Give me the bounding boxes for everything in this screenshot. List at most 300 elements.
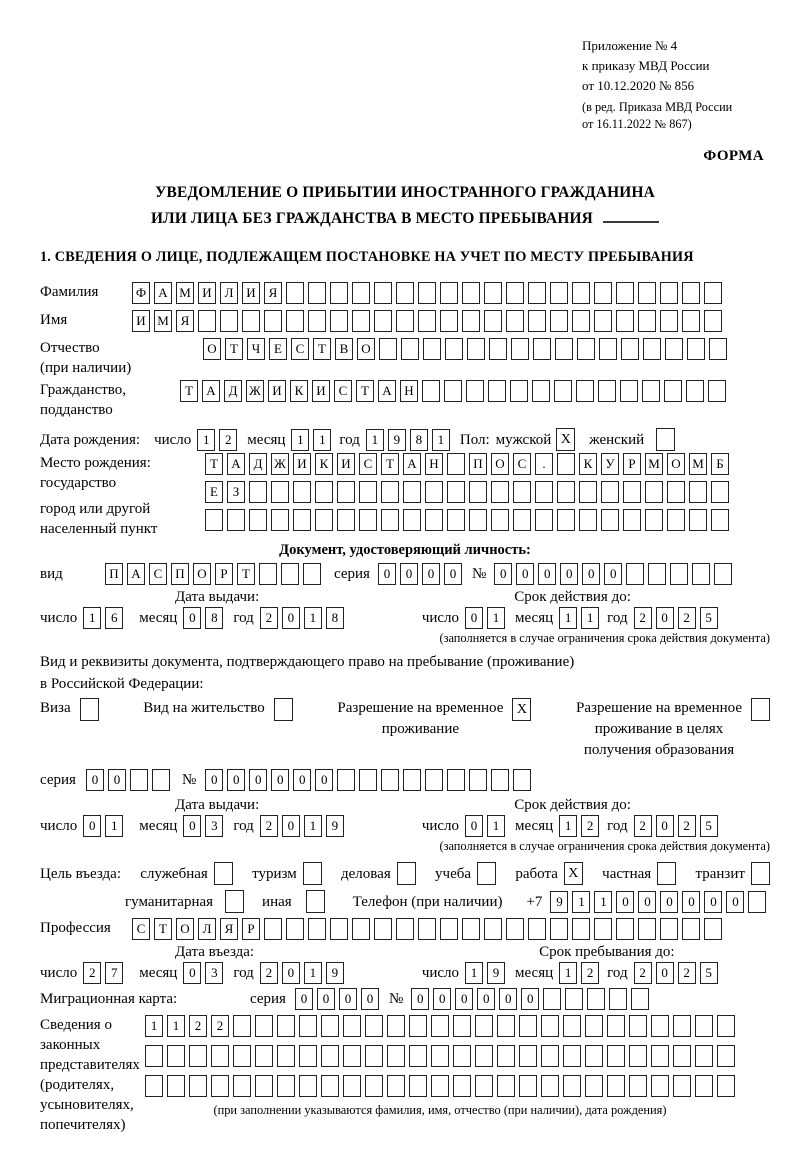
char-box[interactable]: 0	[183, 962, 201, 984]
char-box[interactable]	[303, 563, 321, 585]
char-box[interactable]: Т	[225, 338, 243, 360]
char-box[interactable]: Т	[381, 453, 399, 475]
char-box[interactable]: 0	[361, 988, 379, 1010]
char-box[interactable]	[431, 1075, 449, 1097]
char-box[interactable]	[365, 1045, 383, 1067]
char-box[interactable]: 0	[455, 988, 473, 1010]
char-box[interactable]: Д	[249, 453, 267, 475]
checkbox-business[interactable]	[397, 862, 416, 885]
edu-permit-checkbox[interactable]	[751, 698, 770, 721]
char-box[interactable]	[519, 1015, 537, 1037]
char-box[interactable]: 1	[197, 429, 215, 451]
char-box[interactable]: 1	[366, 429, 384, 451]
char-box[interactable]: О	[667, 453, 685, 475]
char-box[interactable]	[577, 338, 595, 360]
char-box[interactable]: 2	[634, 815, 652, 837]
char-box[interactable]	[695, 1015, 713, 1037]
char-box[interactable]: Ч	[247, 338, 265, 360]
char-box[interactable]	[709, 338, 727, 360]
char-box[interactable]: 0	[83, 815, 101, 837]
char-box[interactable]	[651, 1015, 669, 1037]
char-box[interactable]	[277, 1015, 295, 1037]
char-box[interactable]: С	[132, 918, 150, 940]
char-box[interactable]: 1	[559, 962, 577, 984]
char-box[interactable]	[469, 769, 487, 791]
char-box[interactable]	[462, 282, 480, 304]
char-box[interactable]: Т	[154, 918, 172, 940]
char-box[interactable]	[601, 481, 619, 503]
char-box[interactable]	[535, 509, 553, 531]
char-box[interactable]	[491, 769, 509, 791]
char-box[interactable]	[271, 509, 289, 531]
char-box[interactable]	[623, 509, 641, 531]
char-box[interactable]	[447, 509, 465, 531]
char-box[interactable]: 5	[700, 962, 718, 984]
char-box[interactable]	[286, 918, 304, 940]
char-box[interactable]	[321, 1015, 339, 1037]
char-box[interactable]: Р	[215, 563, 233, 585]
char-box[interactable]: Б	[711, 453, 729, 475]
char-box[interactable]	[264, 310, 282, 332]
char-box[interactable]	[682, 310, 700, 332]
char-box[interactable]	[321, 1075, 339, 1097]
char-box[interactable]: 2	[678, 607, 696, 629]
char-box[interactable]	[475, 1015, 493, 1037]
char-box[interactable]: П	[105, 563, 123, 585]
char-box[interactable]	[462, 310, 480, 332]
char-box[interactable]: И	[198, 282, 216, 304]
char-box[interactable]: Я	[220, 918, 238, 940]
char-box[interactable]	[205, 509, 223, 531]
char-box[interactable]	[299, 1075, 317, 1097]
char-box[interactable]: 1	[487, 815, 505, 837]
char-box[interactable]: 1	[167, 1015, 185, 1037]
char-box[interactable]	[513, 481, 531, 503]
char-box[interactable]	[453, 1075, 471, 1097]
char-box[interactable]	[277, 1045, 295, 1067]
char-box[interactable]: 1	[572, 891, 590, 913]
char-box[interactable]	[445, 338, 463, 360]
char-box[interactable]	[130, 769, 148, 791]
char-box[interactable]	[403, 481, 421, 503]
char-box[interactable]	[233, 1015, 251, 1037]
char-box[interactable]: Л	[220, 282, 238, 304]
char-box[interactable]	[401, 338, 419, 360]
checkbox-study[interactable]	[477, 862, 496, 885]
char-box[interactable]: 0	[86, 769, 104, 791]
char-box[interactable]	[673, 1045, 691, 1067]
char-box[interactable]	[469, 509, 487, 531]
char-box[interactable]	[425, 481, 443, 503]
char-box[interactable]	[643, 338, 661, 360]
char-box[interactable]	[255, 1045, 273, 1067]
char-box[interactable]	[387, 1045, 405, 1067]
char-box[interactable]: 1	[581, 607, 599, 629]
char-box[interactable]	[491, 509, 509, 531]
char-box[interactable]	[293, 509, 311, 531]
char-box[interactable]	[587, 988, 605, 1010]
char-box[interactable]	[453, 1015, 471, 1037]
char-box[interactable]	[189, 1075, 207, 1097]
char-box[interactable]: 1	[432, 429, 450, 451]
char-box[interactable]	[466, 380, 484, 402]
char-box[interactable]: 8	[205, 607, 223, 629]
char-box[interactable]: О	[176, 918, 194, 940]
char-box[interactable]	[227, 509, 245, 531]
char-box[interactable]	[491, 481, 509, 503]
checkbox-tourism[interactable]	[303, 862, 322, 885]
char-box[interactable]	[594, 310, 612, 332]
checkbox-work[interactable]: X	[564, 862, 583, 885]
char-box[interactable]	[665, 338, 683, 360]
char-box[interactable]	[352, 282, 370, 304]
char-box[interactable]	[717, 1045, 735, 1067]
char-box[interactable]	[343, 1045, 361, 1067]
char-box[interactable]	[607, 1075, 625, 1097]
char-box[interactable]	[277, 1075, 295, 1097]
char-box[interactable]	[315, 509, 333, 531]
char-box[interactable]	[717, 1015, 735, 1037]
char-box[interactable]: А	[227, 453, 245, 475]
char-box[interactable]	[497, 1075, 515, 1097]
char-box[interactable]: 0	[516, 563, 534, 585]
char-box[interactable]	[337, 769, 355, 791]
char-box[interactable]	[330, 282, 348, 304]
char-box[interactable]	[598, 380, 616, 402]
char-box[interactable]	[374, 918, 392, 940]
char-box[interactable]	[621, 338, 639, 360]
char-box[interactable]: А	[202, 380, 220, 402]
char-box[interactable]	[264, 918, 282, 940]
char-box[interactable]	[563, 1075, 581, 1097]
char-box[interactable]	[396, 918, 414, 940]
char-box[interactable]: 0	[108, 769, 126, 791]
char-box[interactable]	[330, 310, 348, 332]
char-box[interactable]	[708, 380, 726, 402]
char-box[interactable]	[425, 769, 443, 791]
char-box[interactable]: Н	[400, 380, 418, 402]
char-box[interactable]	[572, 282, 590, 304]
char-box[interactable]: 2	[211, 1015, 229, 1037]
char-box[interactable]: 0	[656, 815, 674, 837]
char-box[interactable]	[293, 481, 311, 503]
char-box[interactable]	[543, 988, 561, 1010]
char-box[interactable]	[374, 310, 392, 332]
char-box[interactable]	[519, 1075, 537, 1097]
char-box[interactable]	[409, 1045, 427, 1067]
char-box[interactable]: Т	[356, 380, 374, 402]
char-box[interactable]: Ж	[271, 453, 289, 475]
char-box[interactable]	[387, 1075, 405, 1097]
char-box[interactable]	[528, 310, 546, 332]
char-box[interactable]: 0	[271, 769, 289, 791]
char-box[interactable]: 1	[105, 815, 123, 837]
checkbox-transit[interactable]	[751, 862, 770, 885]
char-box[interactable]: 2	[581, 815, 599, 837]
char-box[interactable]: 0	[444, 563, 462, 585]
char-box[interactable]	[711, 509, 729, 531]
char-box[interactable]	[667, 509, 685, 531]
char-box[interactable]: 0	[282, 815, 300, 837]
char-box[interactable]: В	[335, 338, 353, 360]
char-box[interactable]	[673, 1015, 691, 1037]
char-box[interactable]	[374, 282, 392, 304]
char-box[interactable]	[281, 563, 299, 585]
char-box[interactable]	[308, 918, 326, 940]
char-box[interactable]: 0	[656, 607, 674, 629]
char-box[interactable]: М	[176, 282, 194, 304]
char-box[interactable]: Н	[425, 453, 443, 475]
char-box[interactable]	[585, 1015, 603, 1037]
char-box[interactable]: И	[293, 453, 311, 475]
char-box[interactable]	[682, 282, 700, 304]
char-box[interactable]: 0	[293, 769, 311, 791]
char-box[interactable]: 0	[465, 815, 483, 837]
char-box[interactable]	[315, 481, 333, 503]
char-box[interactable]	[381, 481, 399, 503]
char-box[interactable]: 9	[487, 962, 505, 984]
sex-female-checkbox[interactable]	[656, 428, 675, 451]
char-box[interactable]	[541, 1045, 559, 1067]
char-box[interactable]	[286, 282, 304, 304]
char-box[interactable]	[626, 563, 644, 585]
char-box[interactable]	[689, 481, 707, 503]
residence-permit-checkbox[interactable]	[274, 698, 293, 721]
char-box[interactable]	[579, 509, 597, 531]
char-box[interactable]	[409, 1015, 427, 1037]
char-box[interactable]: 6	[105, 607, 123, 629]
char-box[interactable]	[506, 282, 524, 304]
char-box[interactable]: 2	[260, 607, 278, 629]
char-box[interactable]	[403, 769, 421, 791]
char-box[interactable]	[660, 282, 678, 304]
char-box[interactable]	[557, 453, 575, 475]
char-box[interactable]: 0	[183, 815, 201, 837]
char-box[interactable]	[365, 1015, 383, 1037]
char-box[interactable]	[484, 918, 502, 940]
char-box[interactable]: П	[469, 453, 487, 475]
char-box[interactable]: А	[403, 453, 421, 475]
char-box[interactable]: И	[312, 380, 330, 402]
char-box[interactable]	[359, 509, 377, 531]
char-box[interactable]	[198, 310, 216, 332]
char-box[interactable]	[660, 918, 678, 940]
char-box[interactable]: О	[491, 453, 509, 475]
char-box[interactable]	[667, 481, 685, 503]
char-box[interactable]	[484, 282, 502, 304]
char-box[interactable]	[365, 1075, 383, 1097]
char-box[interactable]	[321, 1045, 339, 1067]
char-box[interactable]: 0	[560, 563, 578, 585]
char-box[interactable]: А	[127, 563, 145, 585]
char-box[interactable]	[259, 563, 277, 585]
char-box[interactable]: С	[291, 338, 309, 360]
char-box[interactable]	[550, 310, 568, 332]
char-box[interactable]	[704, 310, 722, 332]
char-box[interactable]: 0	[205, 769, 223, 791]
checkbox-official[interactable]	[214, 862, 233, 885]
char-box[interactable]	[447, 453, 465, 475]
char-box[interactable]: И	[242, 282, 260, 304]
char-box[interactable]	[616, 918, 634, 940]
char-box[interactable]: 0	[227, 769, 245, 791]
char-box[interactable]	[242, 310, 260, 332]
char-box[interactable]	[418, 310, 436, 332]
char-box[interactable]: 0	[249, 769, 267, 791]
char-box[interactable]	[462, 918, 480, 940]
char-box[interactable]	[299, 1015, 317, 1037]
char-box[interactable]	[343, 1015, 361, 1037]
char-box[interactable]	[447, 481, 465, 503]
char-box[interactable]: П	[171, 563, 189, 585]
char-box[interactable]	[286, 310, 304, 332]
char-box[interactable]	[642, 380, 660, 402]
char-box[interactable]	[513, 769, 531, 791]
char-box[interactable]: З	[227, 481, 245, 503]
char-box[interactable]: Т	[313, 338, 331, 360]
char-box[interactable]	[475, 1075, 493, 1097]
char-box[interactable]: 2	[83, 962, 101, 984]
char-box[interactable]: 0	[521, 988, 539, 1010]
char-box[interactable]: Л	[198, 918, 216, 940]
char-box[interactable]: 2	[189, 1015, 207, 1037]
char-box[interactable]: 9	[388, 429, 406, 451]
char-box[interactable]: 0	[411, 988, 429, 1010]
char-box[interactable]: 0	[682, 891, 700, 913]
char-box[interactable]: Ж	[246, 380, 264, 402]
char-box[interactable]: 0	[282, 962, 300, 984]
char-box[interactable]	[616, 310, 634, 332]
char-box[interactable]	[422, 380, 440, 402]
char-box[interactable]	[599, 338, 617, 360]
char-box[interactable]	[541, 1075, 559, 1097]
char-box[interactable]	[387, 1015, 405, 1037]
char-box[interactable]: 2	[260, 962, 278, 984]
char-box[interactable]: 0	[378, 563, 396, 585]
char-box[interactable]: Я	[264, 282, 282, 304]
char-box[interactable]	[572, 918, 590, 940]
char-box[interactable]	[249, 509, 267, 531]
char-box[interactable]: Р	[623, 453, 641, 475]
char-box[interactable]	[409, 1075, 427, 1097]
char-box[interactable]: 0	[400, 563, 418, 585]
char-box[interactable]: 0	[433, 988, 451, 1010]
char-box[interactable]	[717, 1075, 735, 1097]
char-box[interactable]	[576, 380, 594, 402]
char-box[interactable]: 0	[660, 891, 678, 913]
char-box[interactable]	[607, 1015, 625, 1037]
char-box[interactable]: 0	[315, 769, 333, 791]
char-box[interactable]: 9	[550, 891, 568, 913]
char-box[interactable]	[660, 310, 678, 332]
char-box[interactable]	[692, 563, 710, 585]
char-box[interactable]: 0	[726, 891, 744, 913]
char-box[interactable]: 2	[219, 429, 237, 451]
char-box[interactable]	[418, 918, 436, 940]
char-box[interactable]	[645, 509, 663, 531]
char-box[interactable]	[467, 338, 485, 360]
char-box[interactable]	[167, 1045, 185, 1067]
char-box[interactable]	[620, 380, 638, 402]
char-box[interactable]	[447, 769, 465, 791]
char-box[interactable]: 3	[205, 962, 223, 984]
char-box[interactable]	[431, 1015, 449, 1037]
char-box[interactable]: 0	[282, 607, 300, 629]
char-box[interactable]: Я	[176, 310, 194, 332]
char-box[interactable]	[565, 988, 583, 1010]
char-box[interactable]: Р	[242, 918, 260, 940]
char-box[interactable]	[695, 1075, 713, 1097]
char-box[interactable]	[511, 338, 529, 360]
char-box[interactable]: Ф	[132, 282, 150, 304]
char-box[interactable]	[453, 1045, 471, 1067]
char-box[interactable]: 1	[304, 962, 322, 984]
char-box[interactable]	[352, 918, 370, 940]
char-box[interactable]	[704, 918, 722, 940]
char-box[interactable]	[396, 310, 414, 332]
checkbox-other[interactable]	[306, 890, 325, 913]
char-box[interactable]	[550, 918, 568, 940]
char-box[interactable]: 2	[260, 815, 278, 837]
char-box[interactable]	[255, 1015, 273, 1037]
char-box[interactable]	[189, 1045, 207, 1067]
char-box[interactable]: 0	[704, 891, 722, 913]
char-box[interactable]: 0	[494, 563, 512, 585]
char-box[interactable]: 0	[499, 988, 517, 1010]
char-box[interactable]: О	[203, 338, 221, 360]
char-box[interactable]: М	[154, 310, 172, 332]
char-box[interactable]	[337, 481, 355, 503]
char-box[interactable]: 1	[304, 815, 322, 837]
char-box[interactable]	[233, 1075, 251, 1097]
char-box[interactable]	[670, 563, 688, 585]
char-box[interactable]	[550, 282, 568, 304]
char-box[interactable]: 1	[145, 1015, 163, 1037]
char-box[interactable]	[337, 509, 355, 531]
char-box[interactable]	[484, 310, 502, 332]
char-box[interactable]	[510, 380, 528, 402]
char-box[interactable]	[145, 1075, 163, 1097]
char-box[interactable]: 1	[465, 962, 483, 984]
char-box[interactable]	[607, 1045, 625, 1067]
char-box[interactable]: 0	[422, 563, 440, 585]
char-box[interactable]: Т	[205, 453, 223, 475]
char-box[interactable]	[579, 481, 597, 503]
char-box[interactable]	[469, 481, 487, 503]
char-box[interactable]	[682, 918, 700, 940]
char-box[interactable]	[444, 380, 462, 402]
temp-permit-checkbox[interactable]: X	[512, 698, 531, 721]
char-box[interactable]: 0	[295, 988, 313, 1010]
char-box[interactable]	[381, 509, 399, 531]
char-box[interactable]: 8	[410, 429, 428, 451]
char-box[interactable]	[423, 338, 441, 360]
char-box[interactable]	[555, 338, 573, 360]
char-box[interactable]: И	[132, 310, 150, 332]
char-box[interactable]	[651, 1075, 669, 1097]
char-box[interactable]	[440, 282, 458, 304]
char-box[interactable]: 2	[581, 962, 599, 984]
char-box[interactable]	[506, 918, 524, 940]
char-box[interactable]: 1	[594, 891, 612, 913]
char-box[interactable]: Т	[237, 563, 255, 585]
char-box[interactable]	[532, 380, 550, 402]
char-box[interactable]	[609, 988, 627, 1010]
char-box[interactable]	[623, 481, 641, 503]
char-box[interactable]	[489, 338, 507, 360]
char-box[interactable]: 7	[105, 962, 123, 984]
char-box[interactable]: И	[337, 453, 355, 475]
